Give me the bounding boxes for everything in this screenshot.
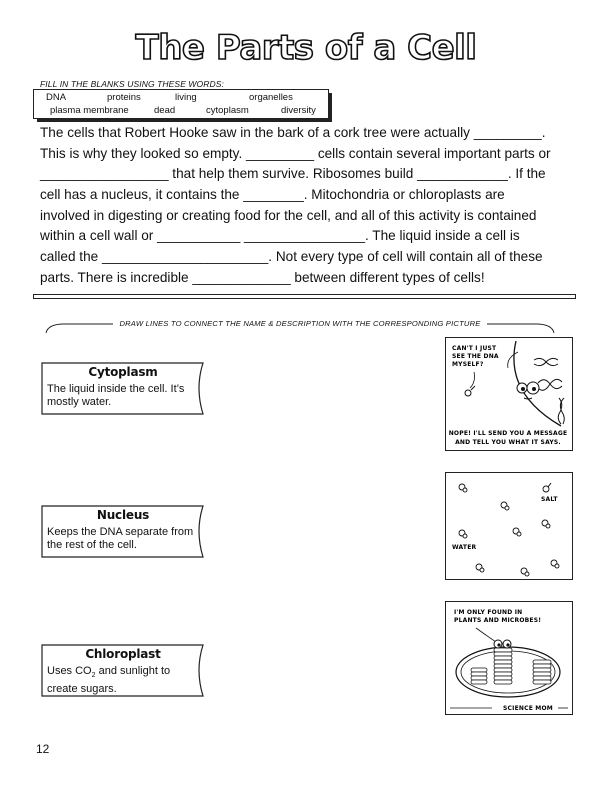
page-number: 12 bbox=[36, 742, 50, 756]
svg-text:WATER: WATER bbox=[452, 544, 477, 551]
word-bank-word: proteins bbox=[107, 92, 141, 103]
paragraph-line: parts. There is incredible _____________ between different types of cells! bbox=[40, 269, 485, 285]
svg-text:PLANTS AND MICROBES!: PLANTS AND MICROBES! bbox=[454, 617, 542, 624]
cytoplasm-illustration bbox=[446, 473, 571, 578]
paragraph-line: within a cell wall or ___________ ________________. The liquid inside a cell is bbox=[40, 228, 520, 244]
section-divider bbox=[33, 294, 576, 299]
word-bank-word: organelles bbox=[249, 92, 293, 103]
svg-text:MYSELF?: MYSELF? bbox=[452, 361, 484, 368]
page-title bbox=[0, 28, 612, 73]
word-bank-instruction: FILL IN THE BLANKS USING THESE WORDS: bbox=[40, 79, 224, 89]
word-bank-word: living bbox=[175, 92, 197, 103]
matching-instruction: DRAW LINES TO CONNECT THE NAME & DESCRIPTION WITH THE CORRESPONDING PICTURE bbox=[113, 319, 486, 328]
picture-chloroplast-panel bbox=[445, 601, 573, 715]
svg-text:CAN'T I JUST: CAN'T I JUST bbox=[452, 345, 497, 352]
svg-text:NOPE! I'LL SEND YOU A MESSAGE: NOPE! I'LL SEND YOU A MESSAGE bbox=[448, 430, 568, 437]
paragraph-line: This is why they looked so empty. _________ cells contain several important parts or bbox=[40, 145, 551, 161]
card-description: Uses $CO_2$ and sunlight to create sugars. bbox=[47, 665, 171, 695]
word-bank-word: plasma membrane bbox=[50, 105, 129, 116]
svg-text:SCIENCE MOM: SCIENCE MOM bbox=[503, 705, 553, 712]
picture-nucleus-panel bbox=[445, 337, 573, 451]
word-bank-word: DNA bbox=[46, 92, 67, 103]
svg-text:AND TELL YOU WHAT IT SAYS.: AND TELL YOU WHAT IT SAYS. bbox=[455, 439, 561, 446]
chloroplast-illustration bbox=[446, 602, 571, 713]
svg-text:I'M ONLY FOUND IN: I'M ONLY FOUND IN bbox=[454, 609, 523, 616]
nucleus-illustration bbox=[446, 338, 571, 449]
picture-cytoplasm-panel bbox=[445, 472, 573, 580]
card-cytoplasm bbox=[41, 362, 205, 414]
card-chloroplast bbox=[41, 644, 205, 696]
paragraph-line: The cells that Robert Hooke saw in the bark of a cork tree were actually _________. bbox=[40, 125, 546, 140]
word-bank-word: cytoplasm bbox=[206, 105, 249, 116]
word-bank-word: diversity bbox=[281, 105, 316, 116]
card-description: The liquid inside the cell. It’s mostly water. bbox=[47, 383, 185, 408]
svg-text:SEE THE DNA: SEE THE DNA bbox=[452, 353, 499, 360]
paragraph-line: cell has a nucleus, it contains the ________. Mitochondria or chloroplasts are bbox=[40, 187, 505, 203]
card-title: Nucleus bbox=[96, 508, 150, 522]
card-title: Cytoplasm bbox=[88, 365, 158, 379]
card-title: Chloroplast bbox=[85, 647, 161, 661]
matching-instruction-banner bbox=[40, 317, 560, 337]
svg-text:The Parts of a Cell: The Parts of a Cell bbox=[135, 28, 477, 68]
paragraph-line: _________________ that help them survive. Ribosomes build ____________. If the bbox=[40, 166, 546, 182]
paragraph-line: called the ______________________. Not every type of cell will contain all of these bbox=[40, 249, 543, 265]
svg-text:SALT: SALT bbox=[541, 496, 558, 503]
fill-in-paragraph bbox=[40, 123, 580, 289]
word-bank-box bbox=[33, 89, 329, 119]
card-nucleus bbox=[41, 505, 205, 557]
word-bank-word: dead bbox=[154, 105, 176, 116]
paragraph-line: involved in digesting or creating food for the cell, and all of this activity is contained bbox=[40, 207, 537, 223]
card-description: Keeps the DNA separate from the rest of the cell. bbox=[47, 526, 194, 551]
